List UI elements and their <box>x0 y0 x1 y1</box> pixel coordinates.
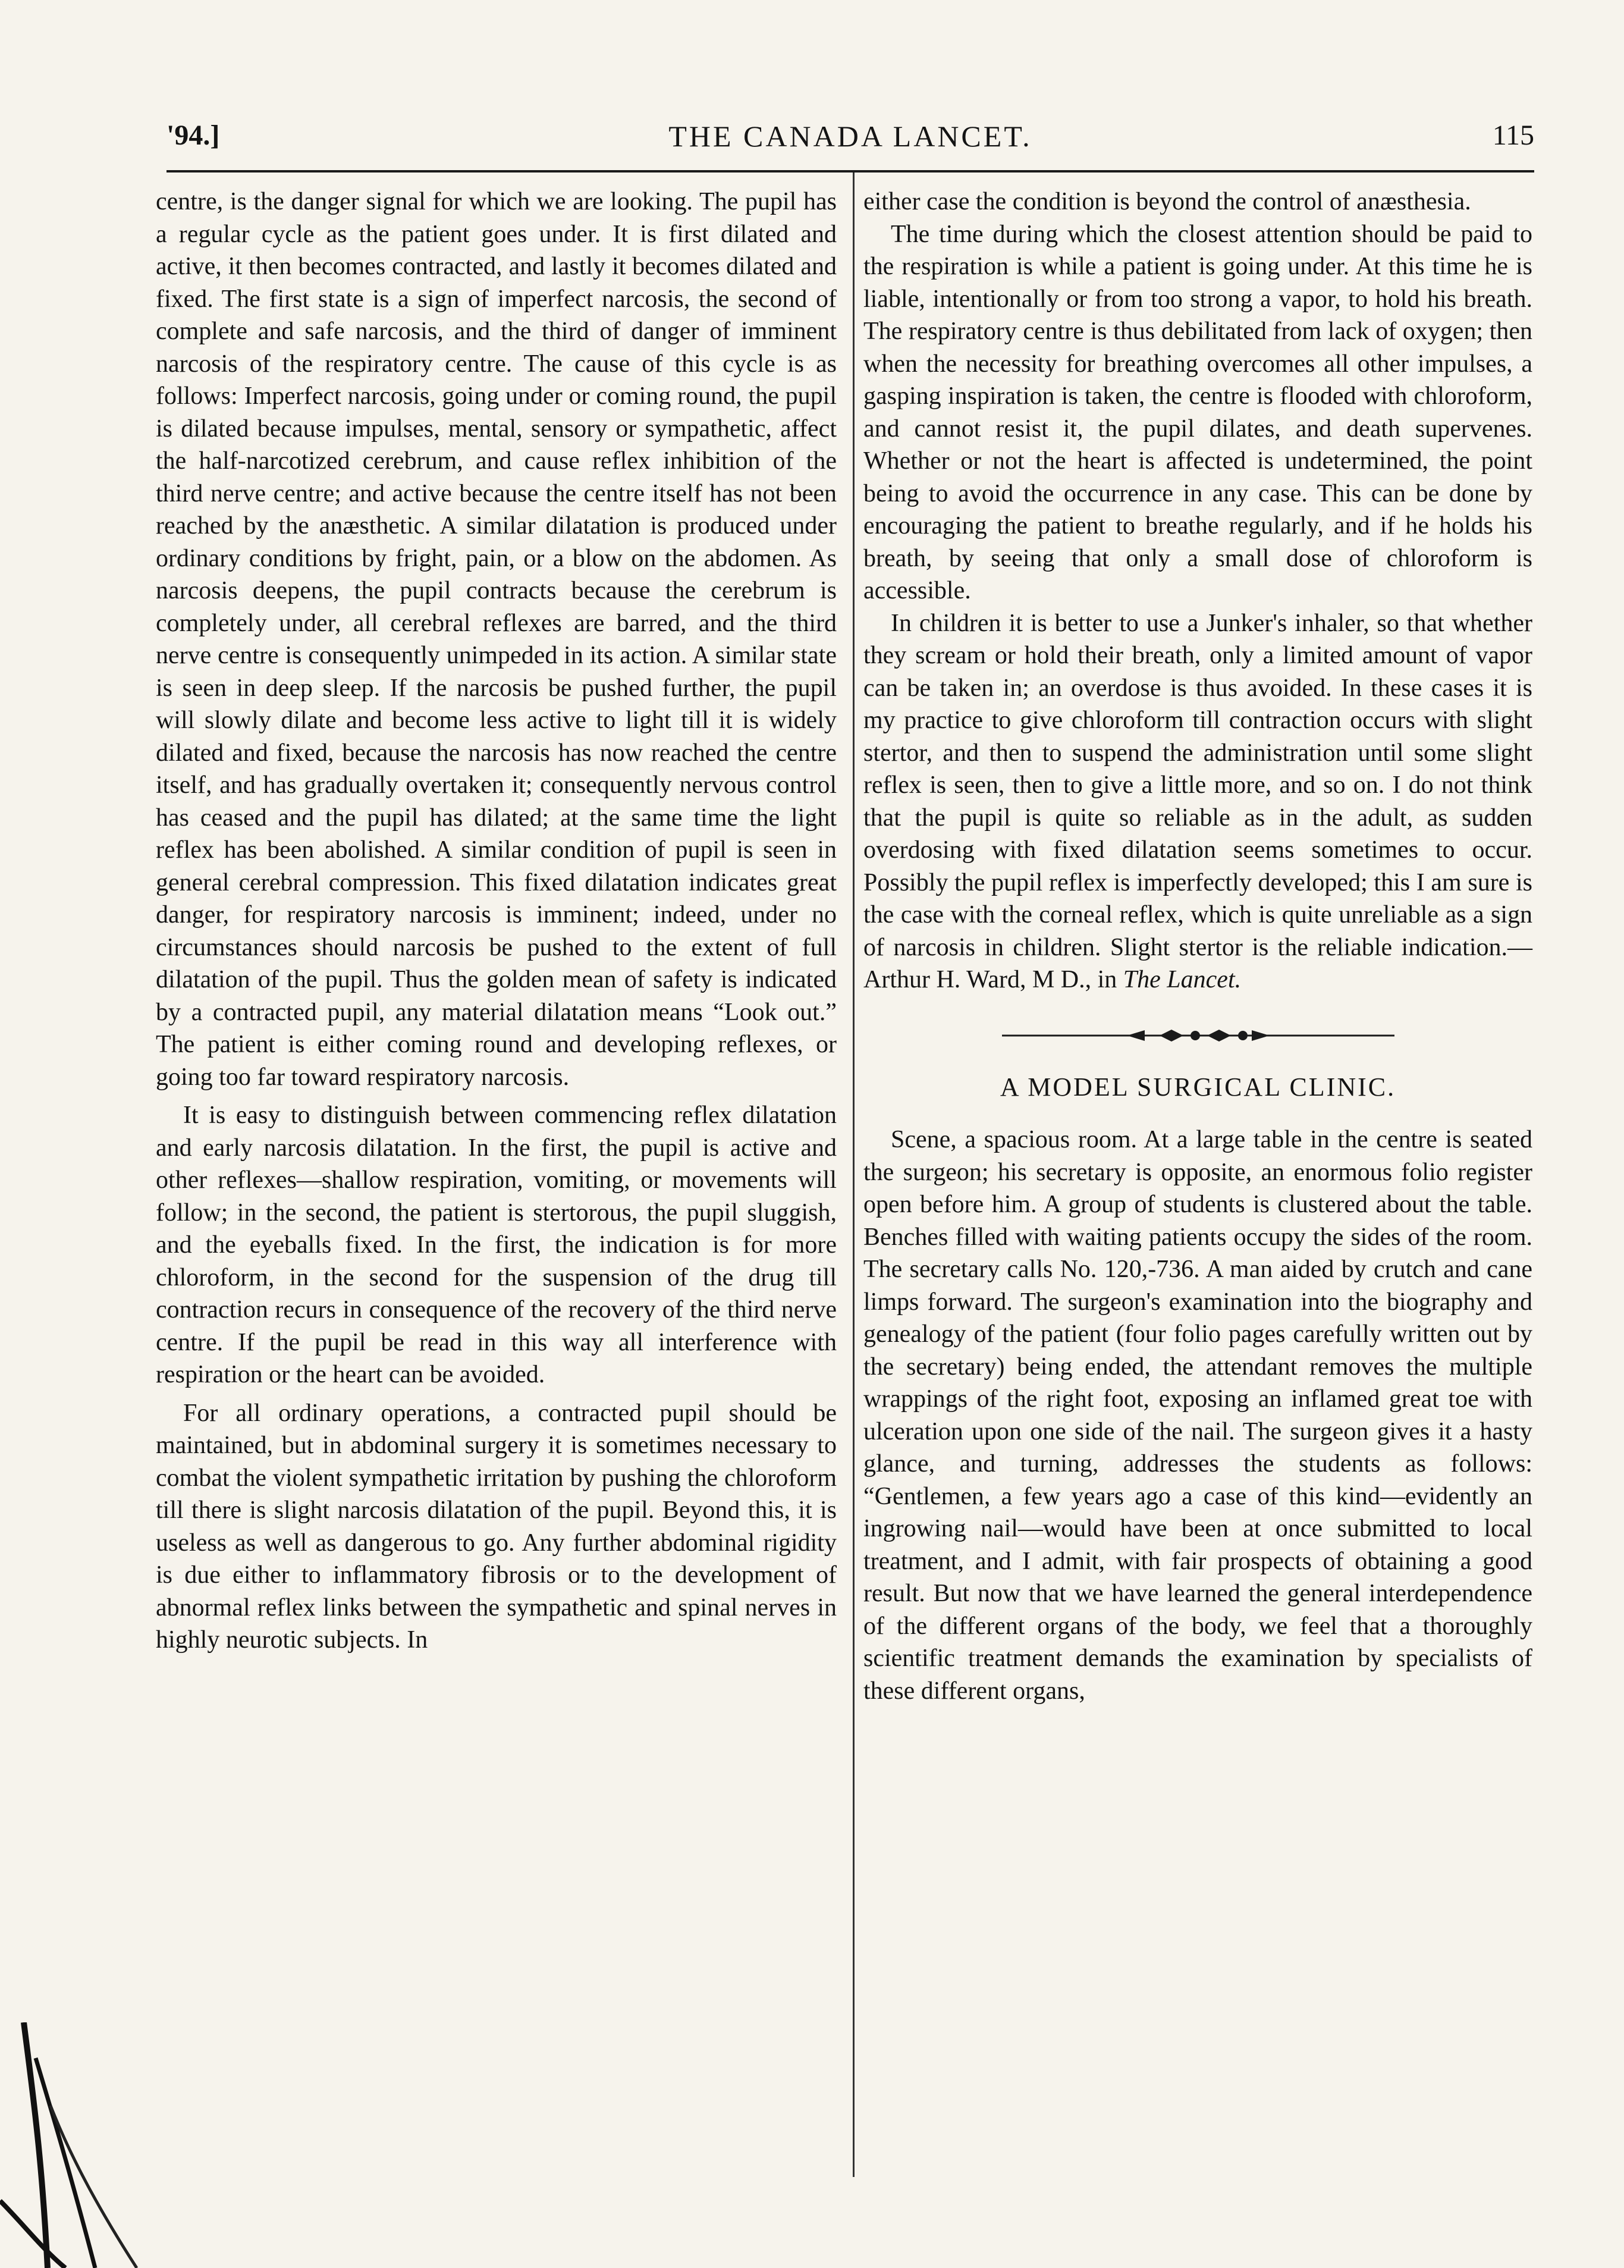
section-ornament <box>1002 1024 1394 1047</box>
paragraph: either case the condition is beyond the control of anæsthesia. <box>863 188 1471 215</box>
paragraph: It is easy to distinguish between commencing reflex dilatation and early narcosis dilatation. In the first, the pupil is active and other reflexes—shallow respiration, vomiting, or movements will follow; in the second, the patient is stertorous, the pupil sluggish, and the eyeballs fixed. In the first, the indication is for more chloroform, in the second for the suspension of the drug till contraction recurs in consequence of the recovery of the third nerve centre. If the pupil be read in this way all interference with respiration or the heart can be avoided. <box>156 1102 837 1388</box>
paragraph: Scene, a spacious room. At a large table in the centre is seated the surgeon; his secretary is opposite, an enormous folio register open before him. A group of students is clustered about the table. Benches filled with waiting patients occupy the sides of the room. The secretary calls No. 120,-736. A man aided by crutch and cane limps forward. The surgeon's examination into the biography and genealogy of the patient (four folio pages carefully written out by the secretary) being ended, the attendant removes the multiple wrappings of the right foot, exposing an inflamed great toe with ulceration upon one side of the nail. The surgeon gives it a hasty glance, and turning, addresses the students as follows: “Gentlemen, a few years ago a case of this kind—evidently an ingrowing nail—would have been at once submitted to local treatment, and I admit, with fair prospects of obtaining a good result. But now that we have learned the general interdependence of the different organs of the body, we feel that a thoroughly scientific treatment demands the examination by specialists of these different organs, <box>863 1126 1532 1705</box>
page-number: 115 <box>1492 120 1534 151</box>
paragraph: For all ordinary operations, a contracted pupil should be maintained, but in abdominal surgery it is sometimes necessary to combat the violent sympathetic irritation by pushing the chloroform till there is slight narcosis dilatation of the pupil. Beyond this, it is useless as well as dangerous to go. Any further abdominal rigidity is due either to inflammatory fibrosis or to the development of abnormal reflex links between the sympathetic and spinal nerves in highly neurotic subjects. In <box>156 1399 837 1654</box>
right-column <box>863 186 1532 1707</box>
page-header <box>167 119 1534 167</box>
header-rule <box>167 170 1534 172</box>
paragraph: centre, is the danger signal for which we are looking. The pupil has a regular cycle as the patient goes under. It is first dilated and active, it then becomes contracted, and lastly it becomes dilated and fixed. The first state is a sign of imperfect narcosis, the second of complete and safe narcosis, and the third of danger of imminent narcosis of the respiratory centre. The cause of this cycle is as follows: Imperfect narcosis, going under or coming round, the pupil is dilated because impulses, mental, sensory or sympathetic, affect the half-narcotized cerebrum, and cause reflex inhibition of the third nerve centre; and active because the centre itself has not been reached by the anæsthetic. A similar dilatation is produced under ordinary conditions by fright, pain, or a blow on the abdomen. As narcosis deepens, the pupil contracts because the cerebrum is completely under, all cerebral reflexes are barred, and the third nerve centre is consequently unimpeded in its action. A similar state is seen in deep sleep. If the narcosis be pushed further, the pupil will slowly dilate and become less active to light till it is widely dilated and fixed, because the narcosis has now reached the centre itself, and has gradually overtaken it; consequently nervous control has ceased and the pupil has dilated; at the same time the light reflex has been abolished. A similar condition of pupil is seen in general cerebral compression. This fixed dilatation indicates great danger, for respiratory narcosis is imminent; indeed, under no circumstances should narcosis be pushed to the extent of full dilatation of the pupil. Thus the golden mean of safety is indicated by a contracted pupil, any material dilatation means “Look out.” The patient is either coming round and developing reflexes, or going too far toward respiratory narcosis. <box>156 188 837 1091</box>
paragraph-with-source <box>863 607 1532 996</box>
journal-title: THE CANADA LANCET. <box>668 120 1032 153</box>
page-edge-marks <box>0 2022 178 2268</box>
paragraph-text: In children it is better to use a Junker's inhaler, so that whether they scream or hold their breath, only a limited amount of vapor can be taken in; an overdose is thus avoided. In these cases it is my practice to give chloroform till contraction occurs with slight stertor, and then to suspend the administration until some slight reflex is seen, then to give a little more, and so on. I do not think that the pupil is quite so reliable as in the adult, as sudden overdosing with fixed dilatation seems sometimes to occur. Possibly the pupil reflex is imperfectly developed; this I am sure is the case with the corneal reflex, which is quite unreliable as a sign of narcosis in children. Slight stertor is the reliable indication.—Arthur H. Ward, M D., in <box>863 609 1532 993</box>
paragraph: The time during which the closest attention should be paid to the respiration is while a patient is going under. At this time he is liable, intentionally or from too strong a vapor, to hold his breath. The respiratory centre is thus debilitated from lack of oxygen; then when the necessity for breathing overcomes all other impulses, a gasping inspiration is taken, the centre is flooded with chloroform, and cannot resist it, the pupil dilates, and death supervenes. Whether or not the heart is affected is undetermined, the point being to avoid the occurrence in any case. This can be done by encouraging the patient to breathe regularly, and if he holds his breath, by seeing that only a small dose of chloroform is accessible. <box>863 220 1532 604</box>
left-column <box>156 186 837 1657</box>
section-title: A MODEL SURGICAL CLINIC. <box>1000 1072 1396 1102</box>
column-divider <box>853 172 855 2177</box>
source-citation: The Lancet. <box>1123 966 1242 993</box>
header-year: '94.] <box>167 120 220 151</box>
